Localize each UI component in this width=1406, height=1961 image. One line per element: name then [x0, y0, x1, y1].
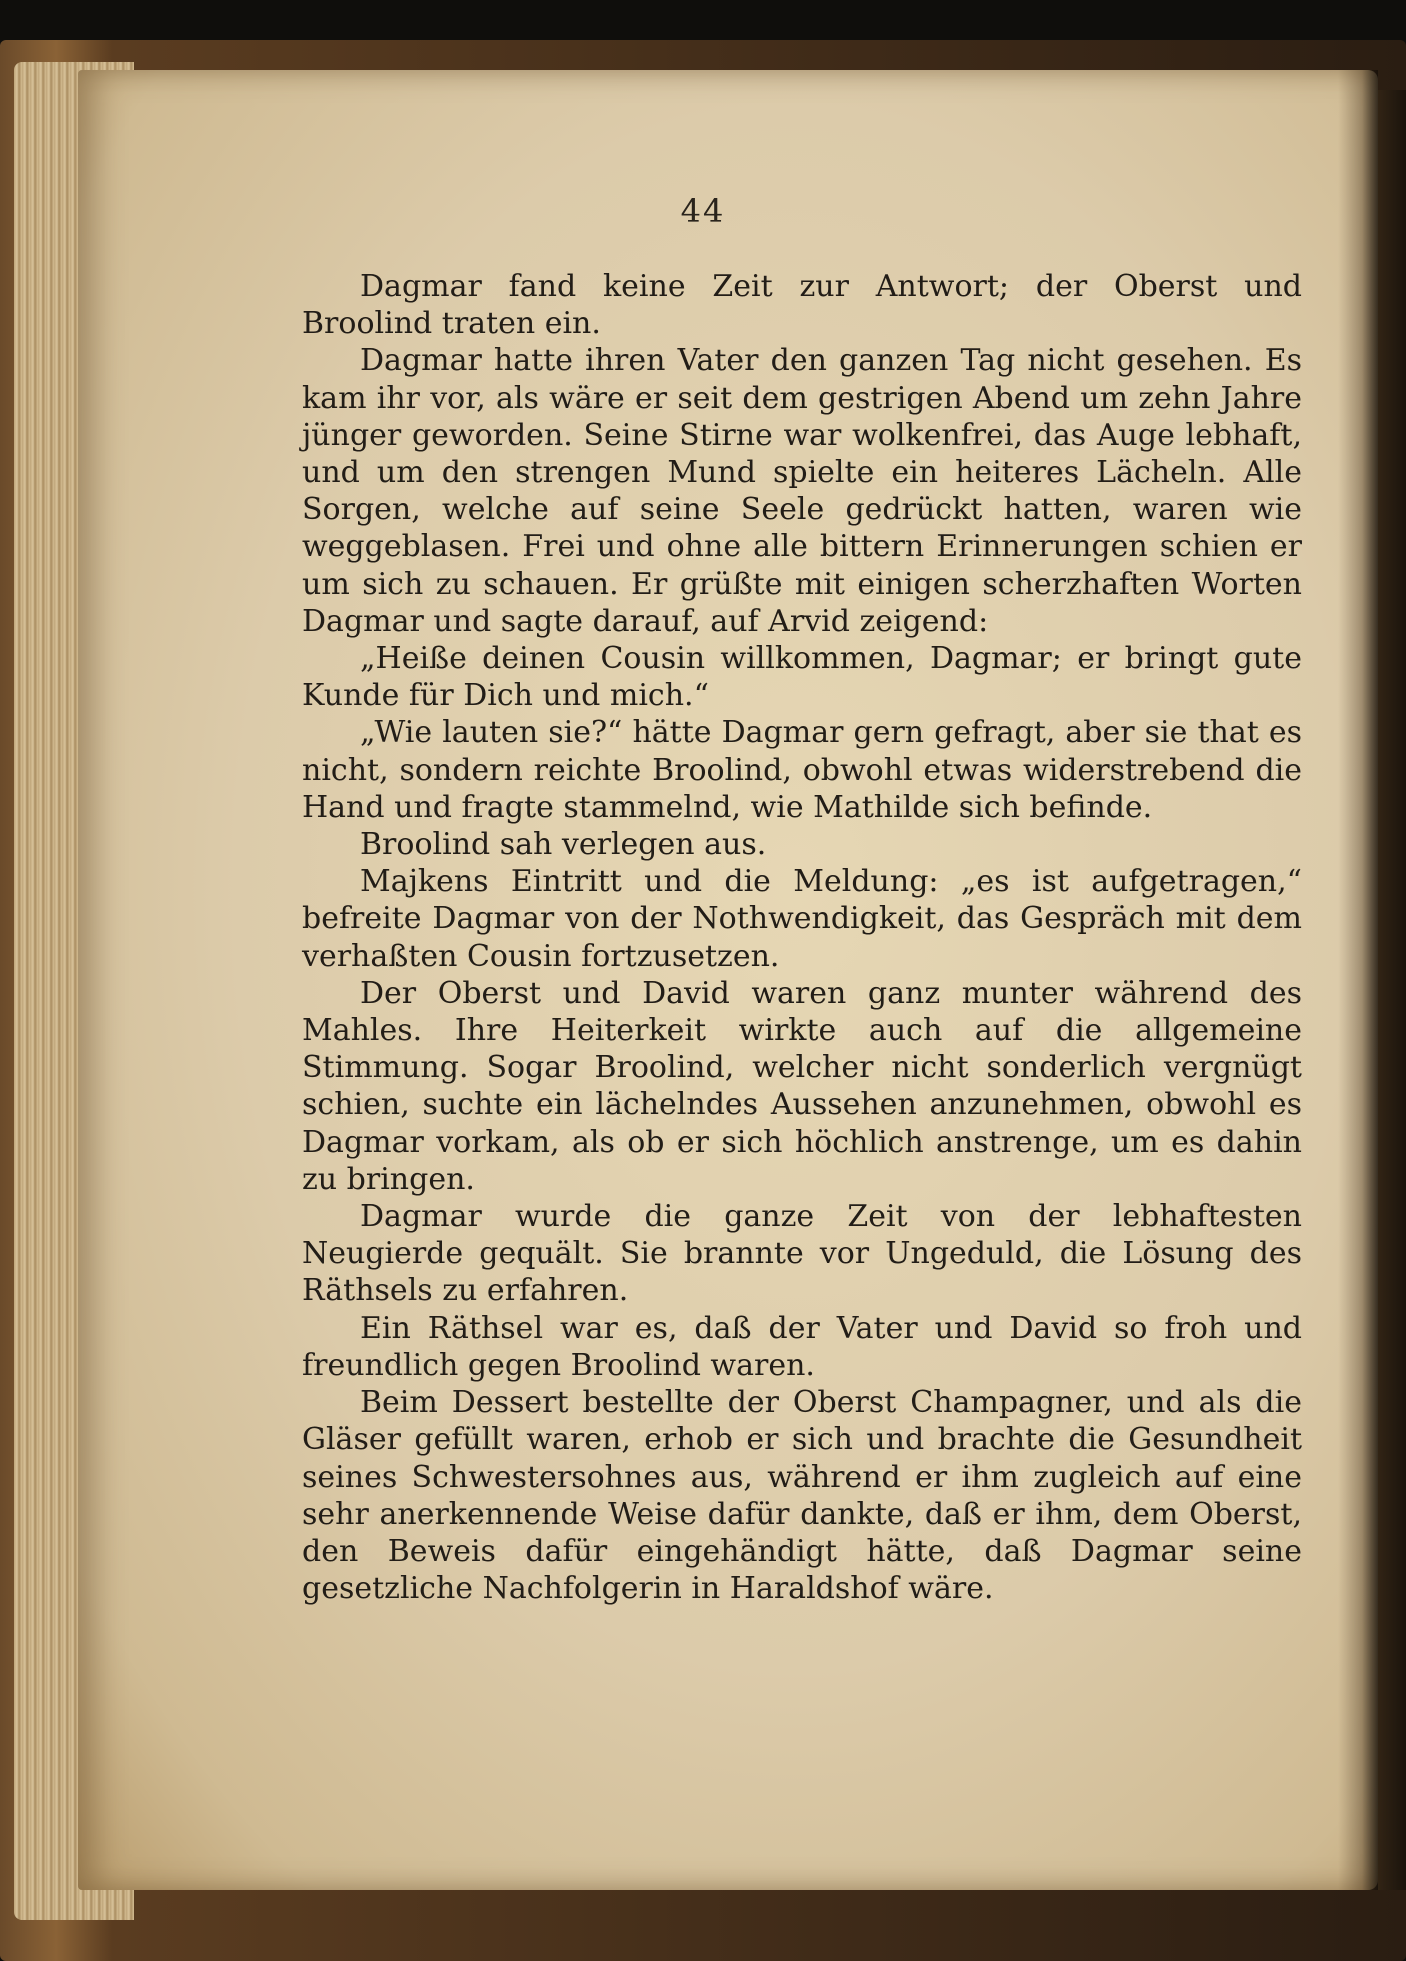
paragraph: Der Oberst und David waren ganz munter während des Mahles. Ihre Heiterkeit wirkte auch auf die allgemeine Stimmung. Sogar Broolind, welcher nicht sonderlich vergnügt schien, suchte ein lächelndes Aussehen anzunehmen, obwohl es Dagmar vorkam, als ob er sich höchlich anstrenge, um es dahin zu bringen.: [302, 975, 1302, 1197]
paragraph: Dagmar hatte ihren Vater den ganzen Tag nicht gesehen. Es kam ihr vor, als wäre er seit dem gestrigen Abend um zehn Jahre jünger geworden. Seine Stirne war wolkenfrei, das Auge lebhaft, und um den strengen Mund spielte ein heiteres Lächeln. Alle Sorgen, welche auf seine Seele gedrückt hatten, waren wie weggeblasen. Frei und ohne alle bittern Erinnerungen schien er um sich zu schauen. Er grüßte mit einigen scherzhaften Worten Dagmar und sagte darauf, auf Arvid zeigend:: [302, 343, 1302, 639]
paragraph: Beim Dessert bestellte der Oberst Champagner, und als die Gläser gefüllt waren, erhob er sich und brachte die Gesundheit seines Schwestersohnes aus, während er ihm zugleich auf eine sehr anerkennende Weise dafür dankte, daß er ihm, dem Oberst, den Beweis dafür eingehändigt hätte, daß Dagmar seine gesetzliche Nachfolgerin in Haraldshof wäre.: [302, 1385, 1302, 1607]
body-text: [302, 268, 1302, 1607]
paragraph: „Wie lauten sie?“ hätte Dagmar gern gefragt, aber sie that es nicht, sondern reichte Broolind, obwohl etwas widerstrebend die Hand und fragte stammelnd, wie Mathilde sich befinde.: [302, 715, 1302, 825]
paragraph: Ein Räthsel war es, daß der Vater und David so froh und freundlich gegen Broolind waren.: [302, 1310, 1302, 1383]
paragraph: Dagmar fand keine Zeit zur Antwort; der Oberst und Broolind traten ein.: [302, 269, 1302, 342]
paragraph: Dagmar wurde die ganze Zeit von der lebhaftesten Neugierde gequält. Sie brannte vor Ungeduld, die Lösung des Räthsels zu erfahren.: [302, 1199, 1302, 1309]
page-number: 44: [680, 192, 726, 230]
paragraph: „Heiße deinen Cousin willkommen, Dagmar; er bringt gute Kunde für Dich und mich.“: [302, 641, 1302, 714]
paragraph: Majkens Eintritt und die Meldung: „es ist aufgetragen,“ befreite Dagmar von der Nothwendigkeit, das Gespräch mit dem verhaßten Cousin fortzusetzen.: [302, 864, 1302, 974]
page-gutter-shadow: [1338, 70, 1378, 1890]
paragraph: Broolind sah verlegen aus.: [360, 827, 767, 863]
